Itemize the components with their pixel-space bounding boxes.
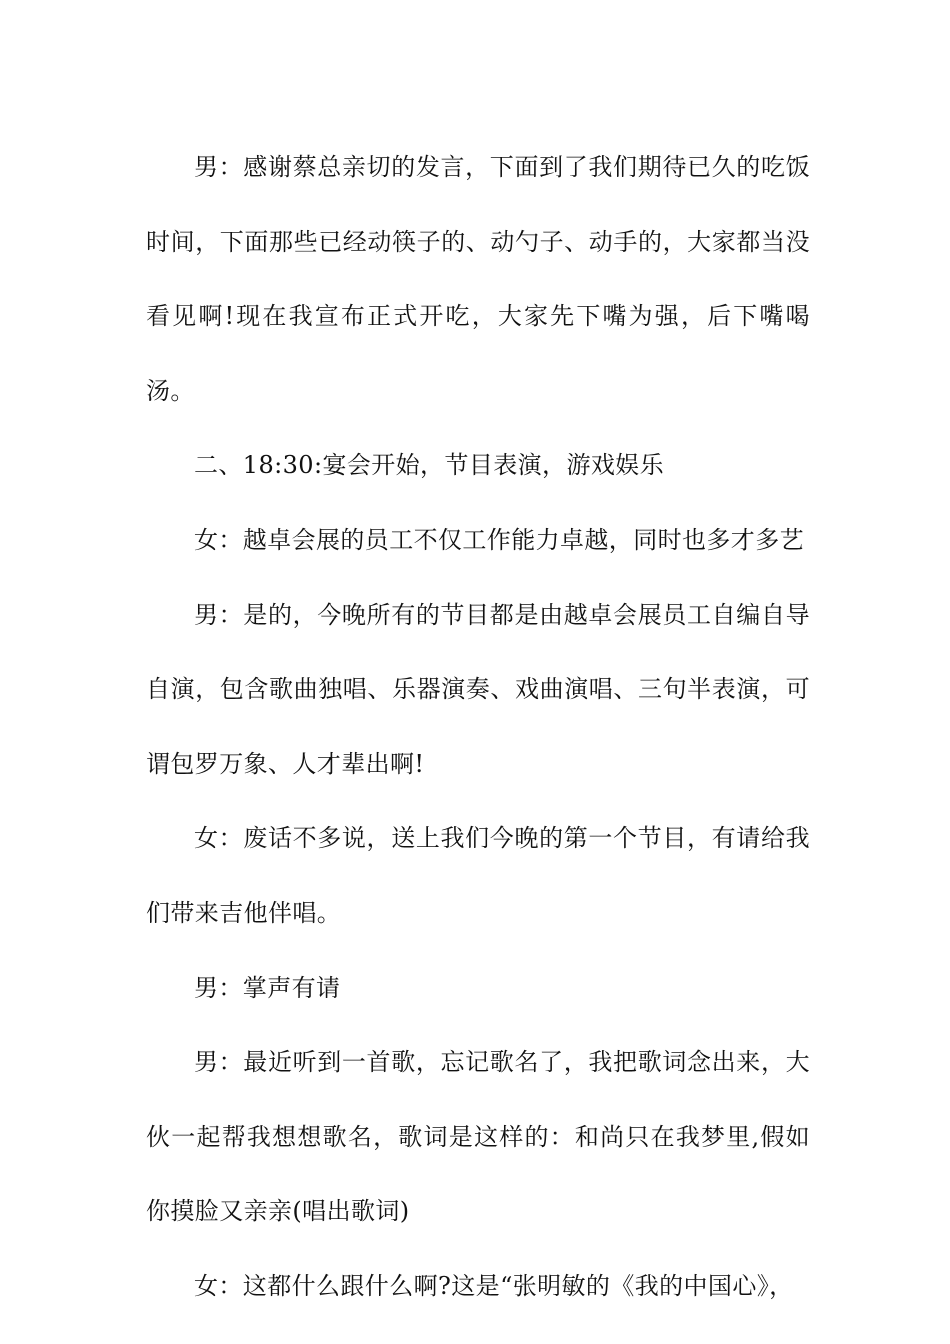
paragraph-host-male-applause: 男：掌声有请: [194, 973, 341, 1002]
paragraph-host-female-first-act: 女：废话不多说，送上我们今晚的第一个节目，有请给我们带来吉他伴唱。: [146, 824, 810, 927]
paragraph-host-female-reply: 女：这都什么跟什么啊?这是“张明敏的《我的中国心》，: [194, 1271, 794, 1300]
paragraph-section-heading: 二、18:30:宴会开始，节目表演，游戏娱乐: [194, 451, 665, 480]
paragraph-host-male-thanks: 男：感谢蔡总亲切的发言，下面到了我们期待已久的吃饭时间，下面那些已经动筷子的、动勺子、动手的，大家都当没看见啊!现在我宣布正式开吃，大家先下嘴为强，后下嘴喝汤。: [146, 153, 810, 405]
paragraph-host-male-song: 男：最近听到一首歌，忘记歌名了，我把歌词念出来，大伙一起帮我想想歌名，歌词是这样的：和尚只在我梦里,假如你摸脸又亲亲(唱出歌词): [146, 1048, 810, 1226]
paragraph-host-male-programs: 男：是的，今晚所有的节目都是由越卓会展员工自编自导自演，包含歌曲独唱、乐器演奏、戏曲演唱、三句半表演，可谓包罗万象、人才辈出啊!: [146, 600, 810, 778]
document-body: [146, 130, 810, 1324]
paragraph-host-female-intro: 女：越卓会展的员工不仅工作能力卓越，同时也多才多艺: [194, 525, 804, 554]
